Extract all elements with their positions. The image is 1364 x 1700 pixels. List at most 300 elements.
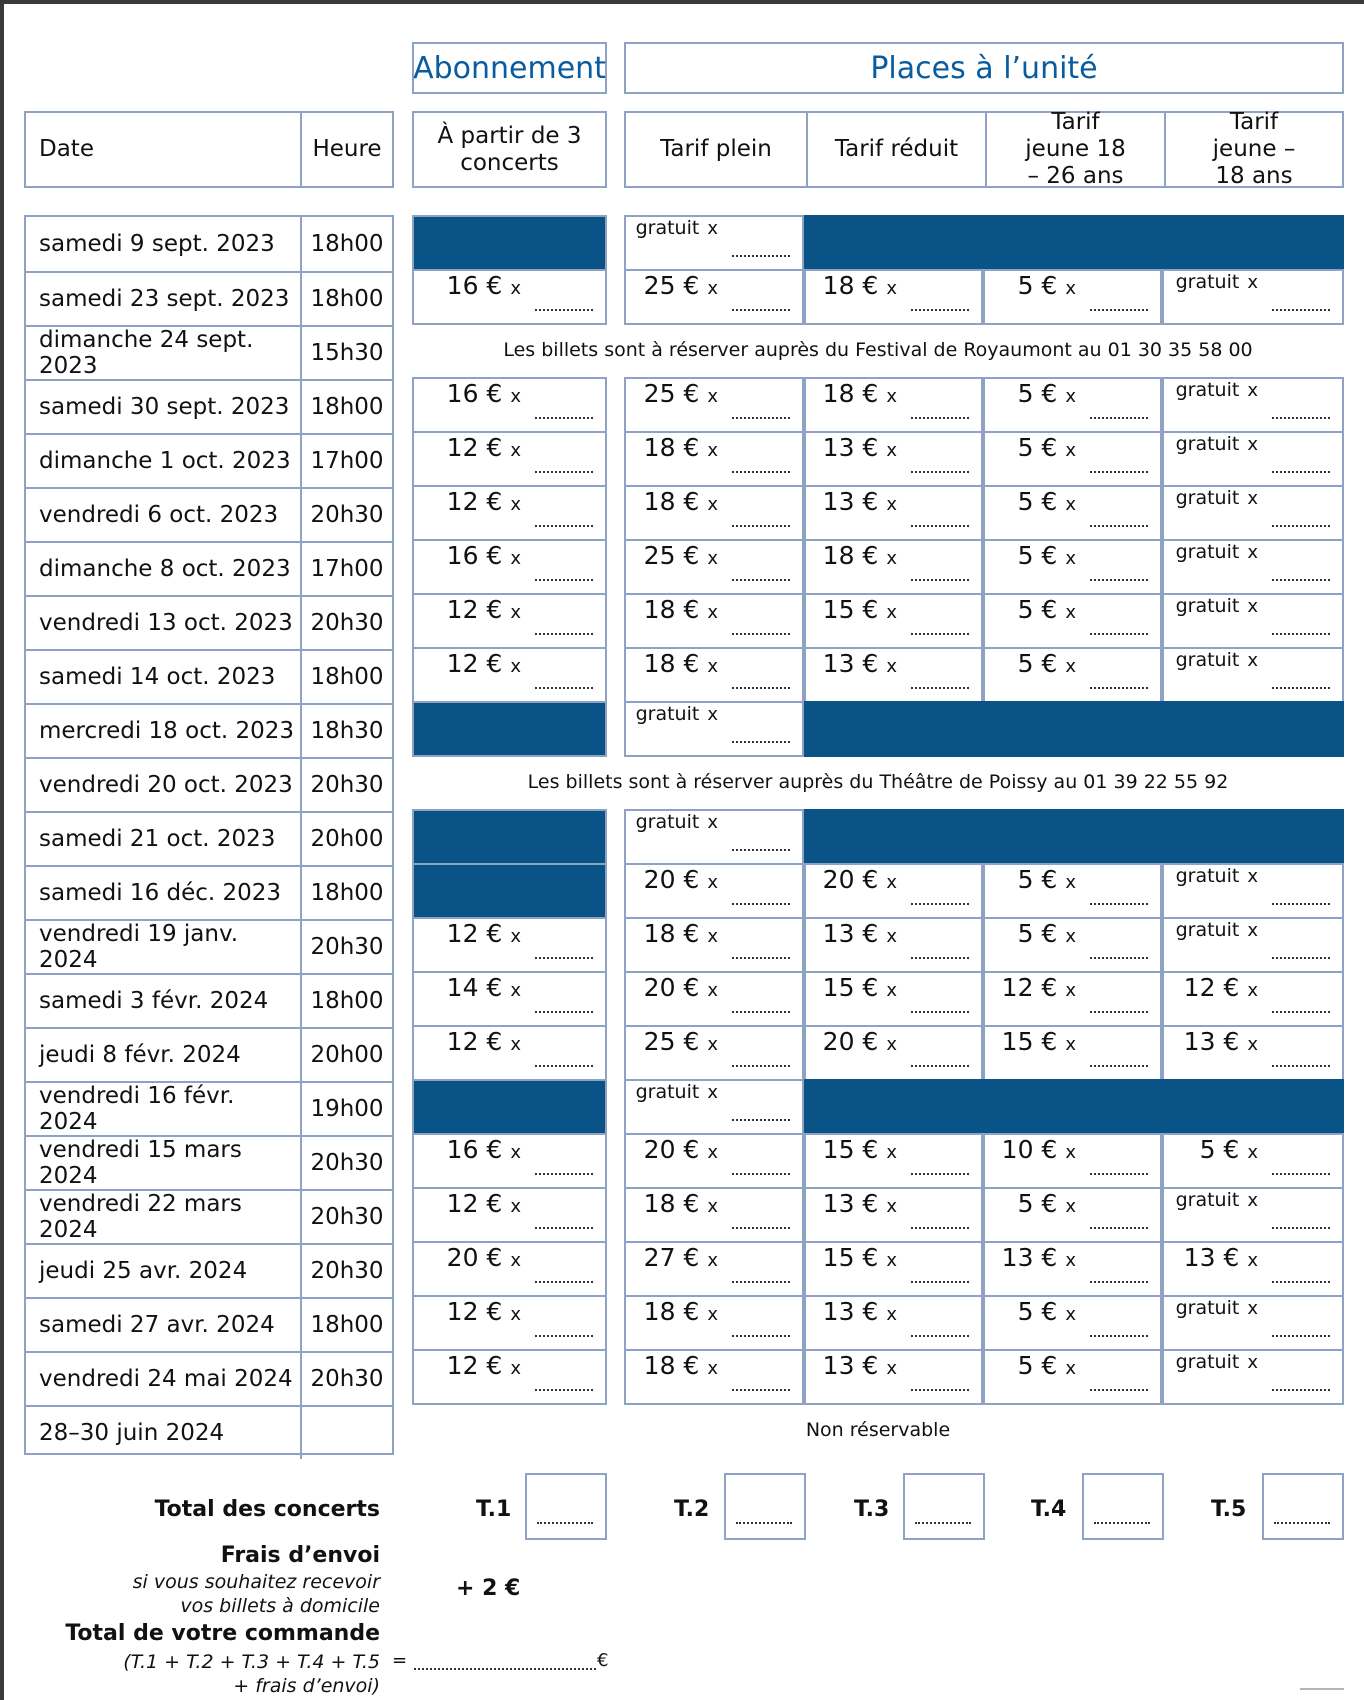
tarif-plein-cell-quantity-field[interactable] <box>732 255 790 257</box>
tarif-reduit-cell-multiply: x <box>886 1250 897 1271</box>
tarif-moins18-cell[interactable] <box>1162 539 1344 595</box>
tarif-plein-cell-quantity-field[interactable] <box>732 1119 790 1121</box>
places-header-label: Places à l’unité <box>870 50 1098 86</box>
t5-input[interactable] <box>1262 1473 1344 1540</box>
tarif-reduit-cell[interactable] <box>804 1133 983 1189</box>
tarif-reduit-cell-price <box>823 1297 897 1326</box>
heure-header-label: Heure <box>312 136 382 162</box>
tarif-reduit-cell-quantity-field[interactable] <box>911 633 969 635</box>
tarif-jeune-cell-quantity-field[interactable] <box>1090 471 1148 473</box>
abo-cell-quantity-field[interactable] <box>535 579 593 581</box>
tarif-jeune-cell-quantity-field[interactable] <box>1090 957 1148 959</box>
tarif-plein-cell-price <box>636 703 718 725</box>
tarif-reduit-cell[interactable] <box>804 431 983 487</box>
tarif-reduit-cell-price <box>823 271 897 300</box>
tarif-plein-cell-quantity-field[interactable] <box>732 1389 790 1391</box>
tarif-jeune-cell[interactable] <box>983 485 1162 541</box>
tarif-moins18-cell-quantity-field[interactable] <box>1272 1227 1330 1229</box>
tarif-jeune-cell-multiply: x <box>1065 926 1076 947</box>
tarif-plein-cell[interactable] <box>624 377 804 433</box>
tarif-jeune-cell-value: 5 € <box>1017 649 1058 678</box>
tarif-moins18-cell-quantity-field[interactable] <box>1272 1011 1330 1013</box>
tarif-reduit-cell[interactable] <box>804 269 983 325</box>
abo-cell-value: 16 € <box>446 379 503 408</box>
tarif-plein-cell-quantity-field[interactable] <box>732 417 790 419</box>
order-total-input[interactable] <box>414 1668 596 1670</box>
tarif-reduit-cell[interactable] <box>804 971 983 1027</box>
tarif-moins18-cell-value: 5 € <box>1199 1135 1240 1164</box>
abo-cell[interactable] <box>412 1187 607 1243</box>
shipping-note-line2: vos billets à domicile <box>180 1595 380 1617</box>
abo-cell-quantity-field[interactable] <box>535 309 593 311</box>
tarif-plein-cell-multiply: x <box>707 656 718 677</box>
tarif-jeune-cell-quantity-field[interactable] <box>1090 579 1148 581</box>
tarif-plein-cell-multiply: x <box>707 548 718 569</box>
tarif-moins18-cell[interactable] <box>1162 1295 1344 1351</box>
tarif-reduit-cell-quantity-field[interactable] <box>911 1065 969 1067</box>
time-text: 20h30 <box>310 934 384 960</box>
tarif-plein-cell-quantity-field[interactable] <box>732 1011 790 1013</box>
tarif-reduit-cell-value: 13 € <box>822 919 879 948</box>
tarif-reduit-cell-value: 15 € <box>822 973 879 1002</box>
tarif-plein-cell[interactable] <box>624 269 804 325</box>
tarif-moins18-cell-value: gratuit <box>1175 487 1240 509</box>
tarif-reduit-cell-multiply: x <box>886 872 897 893</box>
tarif-jeune-cell-value: 5 € <box>1017 271 1058 300</box>
tarif-moins18-cell-value: gratuit <box>1175 919 1240 941</box>
tarif-plein-cell[interactable] <box>624 1349 804 1405</box>
tarif-jeune-cell[interactable] <box>983 971 1162 1027</box>
tarif-moins18-cell[interactable] <box>1162 377 1344 433</box>
abo-cell[interactable] <box>412 377 607 433</box>
reservation-note-text: Non réservable <box>805 1419 951 1441</box>
tarif-reduit-cell[interactable] <box>804 377 983 433</box>
abo-cell-multiply: x <box>510 602 521 623</box>
tarif-jeune-cell-value: 5 € <box>1017 865 1058 894</box>
tarif-jeune-cell-value: 13 € <box>1001 1243 1058 1272</box>
tarif-reduit-cell[interactable] <box>804 1241 983 1297</box>
tarif-plein-cell-quantity-field[interactable] <box>732 309 790 311</box>
date-header-label: Date <box>39 136 94 162</box>
tarif-moins18-cell-quantity-field[interactable] <box>1272 1065 1330 1067</box>
time-text: 18h00 <box>310 231 384 257</box>
tarif-plein-cell-value: 27 € <box>643 1243 700 1272</box>
tarif-moins18-cell-price <box>1176 1189 1258 1211</box>
tarif-plein-cell-price <box>644 541 718 570</box>
time-text: 20h00 <box>310 826 384 852</box>
tarif-moins18-cell[interactable] <box>1162 971 1344 1027</box>
tarif-reduit-cell-quantity-field[interactable] <box>911 1227 969 1229</box>
tarif-plein-cell-quantity-field[interactable] <box>732 633 790 635</box>
tarif-reduit-cell[interactable] <box>804 539 983 595</box>
tarif-jeune-cell[interactable] <box>983 1187 1162 1243</box>
tarif-plein-cell[interactable] <box>624 647 804 703</box>
tarif-plein-cell-value: 20 € <box>643 865 700 894</box>
tarif-jeune-cell-value: 5 € <box>1017 595 1058 624</box>
tarif-jeune-cell[interactable] <box>983 1295 1162 1351</box>
tarif-reduit-cell-quantity-field[interactable] <box>911 309 969 311</box>
tarif-jeune-cell-quantity-field[interactable] <box>1090 1335 1148 1337</box>
t1-dots <box>537 1522 593 1524</box>
shipping-label <box>80 1543 380 1568</box>
abo-cell[interactable] <box>412 269 607 325</box>
tarif-plein-cell[interactable] <box>624 1025 804 1081</box>
tarif-moins18-cell-multiply: x <box>1247 488 1258 509</box>
tarif-jeune-cell-price <box>1002 1135 1076 1164</box>
tarif-moins18-cell-price <box>1176 919 1258 941</box>
tarif-plein-cell-price <box>644 487 718 516</box>
abo-cell[interactable] <box>412 1133 607 1189</box>
tarif-reduit-cell-quantity-field[interactable] <box>911 525 969 527</box>
abo-cell[interactable] <box>412 1241 607 1297</box>
t5-text: T.5 <box>1211 1496 1247 1522</box>
tarif-reduit-cell-multiply: x <box>886 1034 897 1055</box>
abo-cell-value: 12 € <box>446 433 503 462</box>
tarif-moins18-cell[interactable] <box>1162 863 1344 919</box>
abo-cell-value: 12 € <box>446 487 503 516</box>
tarif-jeune-cell-quantity-field[interactable] <box>1090 1173 1148 1175</box>
tarif-plein-cell-quantity-field[interactable] <box>732 1335 790 1337</box>
tarif-plein-cell-value: gratuit <box>635 811 700 833</box>
t2-input[interactable] <box>724 1473 806 1540</box>
tarif-plein-cell-price <box>636 811 718 833</box>
date-text: vendredi 19 janv. 2024 <box>39 921 239 973</box>
places-unavailable-block <box>804 809 1344 865</box>
abo-cell-price <box>447 1243 521 1272</box>
tarif-reduit-cell-price <box>823 433 897 462</box>
tarif-plein-cell[interactable] <box>624 539 804 595</box>
tarif-plein-cell-quantity-field[interactable] <box>732 471 790 473</box>
tarif-plein-cell[interactable] <box>624 917 804 973</box>
date-text: vendredi 20 oct. 2023 <box>39 772 293 798</box>
tarif-plein-cell-value: 18 € <box>643 595 700 624</box>
abo-cell-quantity-field[interactable] <box>535 687 593 689</box>
tarif-plein-cell-price <box>644 433 718 462</box>
tarif-jeune-cell-value: 10 € <box>1001 1135 1058 1164</box>
abo-cell-quantity-field[interactable] <box>535 1281 593 1283</box>
tarif-jeune-cell[interactable] <box>983 431 1162 487</box>
tarif-plein-cell-quantity-field[interactable] <box>732 1173 790 1175</box>
tarif-plein-cell-price <box>644 1189 718 1218</box>
tarif-reduit-cell-quantity-field[interactable] <box>911 1173 969 1175</box>
time-text: 18h00 <box>310 988 384 1014</box>
tarif-jeune-cell[interactable] <box>983 1349 1162 1405</box>
abo-cell[interactable] <box>412 431 607 487</box>
abo-cell[interactable] <box>412 1349 607 1405</box>
date-text: vendredi 16 févr. 2024 <box>39 1083 235 1135</box>
tarif-moins18-cell-quantity-field[interactable] <box>1272 903 1330 905</box>
tarif-reduit-cell-quantity-field[interactable] <box>911 903 969 905</box>
tarif-moins18-cell-price <box>1176 379 1258 401</box>
abo-cell-multiply: x <box>510 1304 521 1325</box>
abo-cell-multiply: x <box>510 494 521 515</box>
tarif-jeune-cell-quantity-field[interactable] <box>1090 525 1148 527</box>
tarif-jeune-cell-quantity-field[interactable] <box>1090 1011 1148 1013</box>
tarif-plein-cell[interactable] <box>624 863 804 919</box>
tarif-jeune-cell-quantity-field[interactable] <box>1090 1227 1148 1229</box>
tarif-moins18-cell-value: gratuit <box>1175 541 1240 563</box>
tarif-moins18-cell-value: 12 € <box>1183 973 1240 1002</box>
tarif-reduit-cell-quantity-field[interactable] <box>911 1281 969 1283</box>
tarif-plein-cell[interactable] <box>624 809 804 865</box>
tarif-moins18-cell-value: gratuit <box>1175 865 1240 887</box>
tarif-reduit-cell-price <box>823 1135 897 1164</box>
tarif-jeune-cell[interactable] <box>983 269 1162 325</box>
tarif-moins18-cell[interactable] <box>1162 917 1344 973</box>
abo-cell[interactable] <box>412 971 607 1027</box>
tarif-reduit-cell[interactable] <box>804 863 983 919</box>
tarif-reduit-cell[interactable] <box>804 647 983 703</box>
tarif-jeune-cell-multiply: x <box>1065 1250 1076 1271</box>
shipping-note-line1: si vous souhaitez recevoir <box>132 1571 380 1593</box>
tarif-jeune-cell-multiply: x <box>1065 872 1076 893</box>
abo-cell-quantity-field[interactable] <box>535 1011 593 1013</box>
tarif-moins18-cell[interactable] <box>1162 269 1344 325</box>
tarif-jeune-cell[interactable] <box>983 377 1162 433</box>
tarif-plein-cell-quantity-field[interactable] <box>732 579 790 581</box>
tarif-plein-cell[interactable] <box>624 593 804 649</box>
tarif-jeune-cell-quantity-field[interactable] <box>1090 309 1148 311</box>
tarif-jeune-cell-quantity-field[interactable] <box>1090 903 1148 905</box>
abo-unavailable-cell <box>412 701 607 757</box>
tarif-reduit-header-label: Tarif réduit <box>834 136 959 162</box>
tarif-moins18-cell[interactable] <box>1162 593 1344 649</box>
tarif-plein-cell-value: 18 € <box>643 487 700 516</box>
tarif-jeune-cell-multiply: x <box>1065 440 1076 461</box>
tarif-reduit-cell-quantity-field[interactable] <box>911 1011 969 1013</box>
tarif-plein-cell-multiply: x <box>707 386 718 407</box>
tarif-plein-cell-quantity-field[interactable] <box>732 741 790 743</box>
tarif-plein-cell[interactable] <box>624 701 804 757</box>
order-total-formula-line1: (T.1 + T.2 + T.3 + T.4 + T.5 <box>123 1651 380 1673</box>
time-text: 18h00 <box>310 1312 384 1338</box>
tarif-plein-cell[interactable] <box>624 485 804 541</box>
tarif-moins18-cell[interactable] <box>1162 647 1344 703</box>
tarif-moins18-cell-multiply: x <box>1247 1190 1258 1211</box>
tarif-plein-cell-multiply: x <box>707 812 718 833</box>
tarif-reduit-cell[interactable] <box>804 917 983 973</box>
tarif-moins18-cell-quantity-field[interactable] <box>1272 1281 1330 1283</box>
tarif-moins18-cell-price <box>1176 271 1258 293</box>
t2-dots <box>736 1522 792 1524</box>
tarif-reduit-cell[interactable] <box>804 1349 983 1405</box>
reservation-note-text: Les billets sont à réserver auprès du Théâtre de Poissy au 01 39 22 55 92 <box>527 771 1229 793</box>
abo-cell-value: 12 € <box>446 595 503 624</box>
tarif-jeune-cell[interactable] <box>983 917 1162 973</box>
abo-cell-quantity-field[interactable] <box>535 1335 593 1337</box>
tarif-moins18-cell[interactable] <box>1162 485 1344 541</box>
tarif-moins18-cell-quantity-field[interactable] <box>1272 309 1330 311</box>
corner-mark <box>1300 1688 1344 1700</box>
tarif-moins18-cell-value: gratuit <box>1175 433 1240 455</box>
abo-cell[interactable] <box>412 1295 607 1351</box>
tarif-reduit-cell-multiply: x <box>886 980 897 1001</box>
abo-unavailable-cell <box>412 215 607 271</box>
tarif-moins18-cell-price <box>1184 1027 1258 1056</box>
tarif-reduit-cell-quantity-field[interactable] <box>911 957 969 959</box>
tarif-plein-cell[interactable] <box>624 1295 804 1351</box>
t5-dots <box>1274 1522 1330 1524</box>
tarif-moins18-cell-value: gratuit <box>1175 1297 1240 1319</box>
tarif-plein-cell-multiply: x <box>707 1142 718 1163</box>
tarif-plein-cell-quantity-field[interactable] <box>732 1281 790 1283</box>
tarif-reduit-cell[interactable] <box>804 1295 983 1351</box>
tarif-reduit-cell-quantity-field[interactable] <box>911 687 969 689</box>
tarif-reduit-cell-quantity-field[interactable] <box>911 579 969 581</box>
tarif-plein-cell[interactable] <box>624 1187 804 1243</box>
abo-cell-quantity-field[interactable] <box>535 1227 593 1229</box>
tarif-jeune-cell-price <box>1002 1243 1076 1272</box>
tarif-jeune-cell[interactable] <box>983 1133 1162 1189</box>
time-text: 15h30 <box>310 340 384 366</box>
tarif-reduit-cell-price <box>823 919 897 948</box>
tarif-plein-cell-value: 25 € <box>643 271 700 300</box>
tarif-moins18-cell-quantity-field[interactable] <box>1272 417 1330 419</box>
order-total-equals-text: = <box>392 1650 408 1671</box>
abo-cell-price <box>447 973 521 1002</box>
tarif-jeune-cell-multiply: x <box>1065 980 1076 1001</box>
abo-cell-quantity-field[interactable] <box>535 1173 593 1175</box>
date-text: dimanche 8 oct. 2023 <box>39 556 291 582</box>
tarif-moins18-cell-quantity-field[interactable] <box>1272 957 1330 959</box>
tarif-plein-cell[interactable] <box>624 431 804 487</box>
tarif-moins18-cell-quantity-field[interactable] <box>1272 471 1330 473</box>
t1-input[interactable] <box>525 1473 607 1540</box>
abo-cell[interactable] <box>412 539 607 595</box>
tarif-plein-cell[interactable] <box>624 971 804 1027</box>
abo-cell-quantity-field[interactable] <box>535 1389 593 1391</box>
t2-label <box>674 1492 709 1526</box>
time-text: 19h00 <box>310 1096 384 1122</box>
tarif-jeune-cell-quantity-field[interactable] <box>1090 1281 1148 1283</box>
tarif-moins18-cell-value: gratuit <box>1175 271 1240 293</box>
time-text: 20h30 <box>310 1150 384 1176</box>
tarif-moins18-cell-quantity-field[interactable] <box>1272 633 1330 635</box>
tarif-plein-cell-value: gratuit <box>635 217 700 239</box>
tarif-plein-cell-quantity-field[interactable] <box>732 849 790 851</box>
t5-label <box>1211 1492 1246 1526</box>
date-text: samedi 14 oct. 2023 <box>39 664 276 690</box>
tarif-moins18-cell[interactable] <box>1162 1025 1344 1081</box>
t3-label <box>854 1492 889 1526</box>
tarif-plein-cell-quantity-field[interactable] <box>732 903 790 905</box>
tarif-jeune-cell-multiply: x <box>1065 278 1076 299</box>
tarif-jeune-cell[interactable] <box>983 1025 1162 1081</box>
tarif-moins18-cell-value: gratuit <box>1175 595 1240 617</box>
tarif-plein-cell[interactable] <box>624 1079 804 1135</box>
abo-cell[interactable] <box>412 917 607 973</box>
tarif-reduit-cell-multiply: x <box>886 1196 897 1217</box>
tarif-plein-cell-multiply: x <box>707 1034 718 1055</box>
tarif-plein-cell-value: 25 € <box>643 541 700 570</box>
tarif-jeune-cell-quantity-field[interactable] <box>1090 633 1148 635</box>
abo-cell-price <box>447 1027 521 1056</box>
tarif-plein-cell-quantity-field[interactable] <box>732 525 790 527</box>
tarif-plein-cell-quantity-field[interactable] <box>732 687 790 689</box>
tarif-jeune-cell-quantity-field[interactable] <box>1090 687 1148 689</box>
tarif-plein-cell-price <box>644 865 718 894</box>
abo-cell-value: 16 € <box>446 541 503 570</box>
tarif-jeune-cell-price <box>1018 649 1076 678</box>
tarif-jeune-cell-price <box>1018 595 1076 624</box>
abo-cell-quantity-field[interactable] <box>535 1065 593 1067</box>
shipping-label-text: Frais d’envoi <box>220 1543 380 1568</box>
tarif-jeune-cell[interactable] <box>983 1241 1162 1297</box>
tarif-jeune-cell-value: 5 € <box>1017 1297 1058 1326</box>
tarif-moins18-cell-quantity-field[interactable] <box>1272 1173 1330 1175</box>
abo-cell-quantity-field[interactable] <box>535 417 593 419</box>
total-concerts-label <box>120 1492 380 1526</box>
tarif-jeune-cell[interactable] <box>983 647 1162 703</box>
tarif-jeune-cell-multiply: x <box>1065 602 1076 623</box>
time-text: 20h30 <box>310 610 384 636</box>
t3-input[interactable] <box>903 1473 985 1540</box>
abo-cell-quantity-field[interactable] <box>535 633 593 635</box>
tarif-moins18-cell[interactable] <box>1162 431 1344 487</box>
t4-input[interactable] <box>1082 1473 1164 1540</box>
tarif-moins18-cell[interactable] <box>1162 1349 1344 1405</box>
tarif-plein-cell[interactable] <box>624 1241 804 1297</box>
tarif-jeune-cell[interactable] <box>983 593 1162 649</box>
tarif-jeune-cell-quantity-field[interactable] <box>1090 1389 1148 1391</box>
tarif-reduit-cell-quantity-field[interactable] <box>911 417 969 419</box>
tarif-jeune-cell-quantity-field[interactable] <box>1090 1065 1148 1067</box>
tarif-moins18-cell-quantity-field[interactable] <box>1272 1389 1330 1391</box>
tarif-reduit-cell-quantity-field[interactable] <box>911 1335 969 1337</box>
abo-cell-quantity-field[interactable] <box>535 471 593 473</box>
time-text: 20h30 <box>310 1366 384 1392</box>
tarif-jeune-cell-value: 5 € <box>1017 379 1058 408</box>
tarif-plein-cell-quantity-field[interactable] <box>732 1227 790 1229</box>
tarif-reduit-cell[interactable] <box>804 1187 983 1243</box>
tarif-jeune-cell[interactable] <box>983 539 1162 595</box>
abo-cell-quantity-field[interactable] <box>535 957 593 959</box>
tarif-reduit-cell-quantity-field[interactable] <box>911 471 969 473</box>
tarif-moins18-cell-quantity-field[interactable] <box>1272 579 1330 581</box>
tarif-moins18-cell-quantity-field[interactable] <box>1272 1335 1330 1337</box>
tarif-moins18-cell[interactable] <box>1162 1133 1344 1189</box>
abo-cell-multiply: x <box>510 1142 521 1163</box>
tarif-jeune-cell[interactable] <box>983 863 1162 919</box>
tarif-plein-cell-quantity-field[interactable] <box>732 1065 790 1067</box>
abo-cell[interactable] <box>412 593 607 649</box>
tarif-plein-cell[interactable] <box>624 215 804 271</box>
abo-cell-multiply: x <box>510 440 521 461</box>
tarif-plein-cell[interactable] <box>624 1133 804 1189</box>
abo-cell[interactable] <box>412 1025 607 1081</box>
tarif-moins18-cell-multiply: x <box>1247 1034 1258 1055</box>
abo-cell[interactable] <box>412 485 607 541</box>
tarif-moins18-cell-multiply: x <box>1247 542 1258 563</box>
tarif-moins18-cell-value: gratuit <box>1175 379 1240 401</box>
tarif-moins18-cell[interactable] <box>1162 1241 1344 1297</box>
tarif-reduit-cell[interactable] <box>804 1025 983 1081</box>
tarif-moins18-cell-quantity-field[interactable] <box>1272 525 1330 527</box>
tarif-jeune-cell-value: 5 € <box>1017 919 1058 948</box>
abo-cell-quantity-field[interactable] <box>535 525 593 527</box>
tarif-reduit-cell[interactable] <box>804 593 983 649</box>
tarif-reduit-cell[interactable] <box>804 485 983 541</box>
order-total-currency-text: € <box>597 1650 609 1671</box>
tarif-moins18-cell-price <box>1176 1351 1258 1373</box>
tarif-moins18-cell[interactable] <box>1162 1187 1344 1243</box>
abo-cell[interactable] <box>412 647 607 703</box>
tarif-jeune-cell-quantity-field[interactable] <box>1090 417 1148 419</box>
tarif-plein-cell-quantity-field[interactable] <box>732 957 790 959</box>
date-text: vendredi 13 oct. 2023 <box>39 610 293 636</box>
tarif-moins18-cell-quantity-field[interactable] <box>1272 687 1330 689</box>
tarif-reduit-cell-quantity-field[interactable] <box>911 1389 969 1391</box>
